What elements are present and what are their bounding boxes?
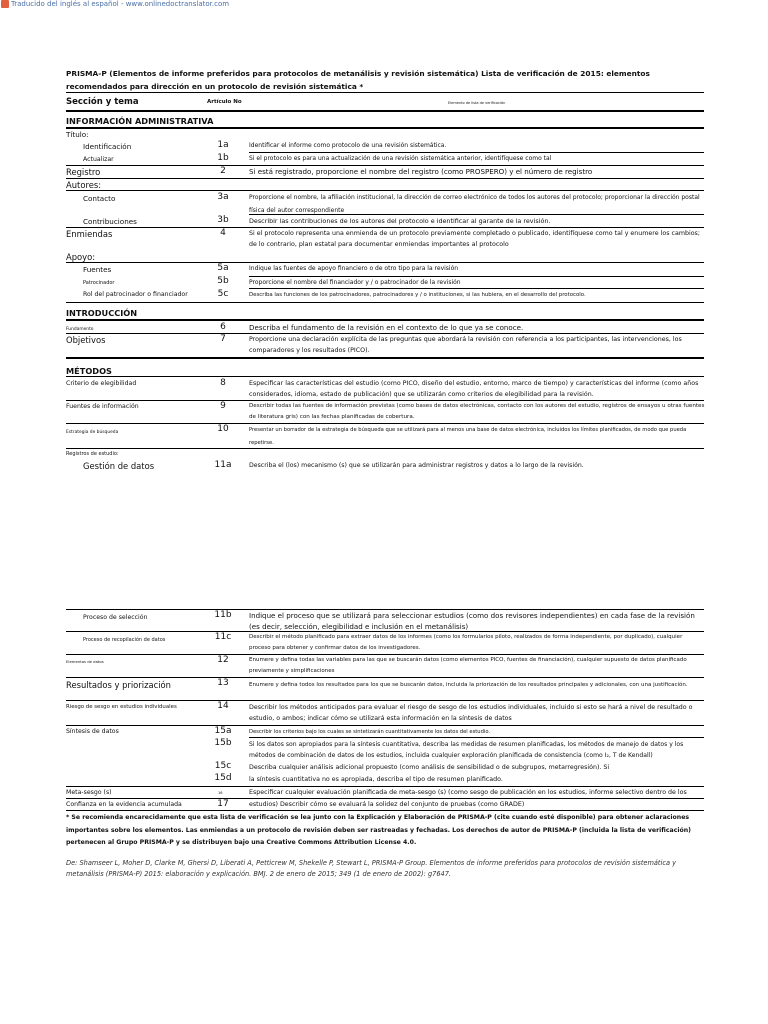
- header-section: Sección y tema: [66, 97, 139, 107]
- row-description: Indique el proceso que se utilizará para seleccionar estudios (como dos revisores independientes) en cada fase de la revisión (es decir, selección, elegibilidad e inclusión en el metanálisis): [249, 611, 695, 631]
- row-description: la síntesis cuantitativa no es apropiada, describa el tipo de resumen planificado.: [249, 776, 503, 783]
- group-label-titulo: Título:: [66, 130, 89, 139]
- row-label: Patrocinador: [83, 280, 115, 286]
- row-description: Enumere y defina todas las variables para las que se buscarán datos (como elementos PICO, fuentes de financiación), cualquier supuesto de datos planificado previamente y simplificaciones: [249, 657, 687, 674]
- row-description: Describir los criterios bajo los cuales se sintetizarán cuantitativamente los datos del estudio.: [249, 729, 491, 735]
- row-label: Contacto: [83, 194, 116, 203]
- group-label-registros: Registros de estudio:: [66, 451, 119, 457]
- row-label: Rol del patrocinador o financiador: [83, 291, 188, 298]
- row-label: Proceso de recopilación de datos: [83, 637, 166, 643]
- row-label: Riesgo de sesgo en estudios individuales: [66, 704, 177, 710]
- section-rule: [66, 376, 704, 377]
- row-label: Meta-sesgo (s): [66, 789, 112, 796]
- section-rule: [66, 319, 704, 321]
- section-admin: INFORMACIÓN ADMINISTRATIVA: [66, 116, 214, 126]
- row-number: 4: [220, 228, 226, 238]
- row-label: Elementos de datos: [66, 659, 104, 664]
- row-number: 14: [217, 701, 229, 711]
- row-label: Registro: [66, 167, 101, 177]
- row-label: Enmiendas: [66, 229, 113, 239]
- row-number: 15d: [214, 773, 232, 783]
- row-number: 11b: [214, 610, 232, 620]
- row-number: 9: [220, 401, 226, 411]
- row-number: 1b: [217, 153, 229, 163]
- row-label: Fuentes de información: [66, 403, 139, 410]
- translation-banner[interactable]: [1, 0, 229, 8]
- row-number: 3b: [217, 215, 229, 225]
- banner-text[interactable]: Traducido del inglés al español - www.onlinedoctranslator.com: [11, 0, 230, 8]
- row-description: Describa las funciones de los patrocinadores, patrocinadores y / o instituciones, si las hubiera, en el desarrollo del protocolo.: [249, 292, 586, 298]
- row-description: Describir las contribuciones de los autores del protocolo e identificar al garante de la revisión.: [249, 217, 551, 225]
- row-description: Describa cualquier análisis adicional propuesto (como análisis de sensibilidad o de subgrupos, metarregresión). Si: [249, 764, 610, 771]
- section-metodos: MÉTODOS: [66, 366, 112, 376]
- row-label: Contribuciones: [83, 217, 137, 226]
- row-label: Resultados y priorización: [66, 680, 171, 690]
- row-number: 5c: [217, 289, 229, 299]
- row-number: 15c: [214, 761, 232, 771]
- row-description: Enumere y defina todos los resultados para los que se buscarán datos, incluida la priorización de los resultados principales y adicionales, con una justificación.: [249, 682, 688, 688]
- row-description: Si el protocolo representa una enmienda de un protocolo previamente completado o publicado, identifíquese como tal y enumere los cambios; de lo contrario, plan estatal para documentar enmiendas importantes al protocolo: [249, 230, 700, 248]
- row-description: Identificar el informe como protocolo de una revisión sistemática.: [249, 142, 447, 149]
- document-title: PRISMA-P (Elementos de informe preferidos para protocolos de metanálisis y revisión sistemática) Lista de verificación de 2015: elementos recomendados para dirección en un protocolo de revisión sistemática *: [66, 69, 650, 91]
- row-description: Especificar las características del estudio (como PICO, diseño del estudio, entorno, marco de tiempo) y características del informe (como años considerados, idioma, estado de publicación) que se utilizarán como criterios de elegibilidad para la revisión.: [249, 380, 699, 398]
- row-number: 6: [220, 322, 226, 332]
- header-bottom-rule: [66, 110, 704, 112]
- row-label: Confianza en la evidencia acumulada: [66, 801, 182, 808]
- row-description: Si el protocolo es para una actualización de una revisión sistemática anterior, identifíquese como tal: [249, 155, 552, 162]
- row-number: 11a: [214, 460, 232, 470]
- row-description: Presentar un borrador de la estrategia de búsqueda que se utilizará para al menos una base de datos electrónica, incluidos los límites planificados, de modo que pueda repetirse.: [249, 427, 687, 446]
- row-label: Criterio de elegibilidad: [66, 380, 137, 387]
- row-number: 11c: [214, 632, 232, 642]
- row-description: Proporcione el nombre del financiador y / o patrocinador de la revisión: [249, 279, 461, 286]
- row-number: 5a: [217, 263, 229, 273]
- row-number: 16: [218, 791, 223, 795]
- row-rule: [66, 178, 704, 179]
- row-description: Proporcione una declaración explícita de las preguntas que abordará la revisión con referencia a los participantes, las intervenciones, los comparadores y los resultados (PICO).: [249, 336, 682, 354]
- row-number: 12: [217, 655, 229, 665]
- row-description: Si está registrado, proporcione el nombre del registro (como PROSPERO) y el número de registro: [249, 167, 593, 176]
- row-number: 13: [217, 678, 229, 688]
- header-top-rule: [66, 92, 704, 93]
- row-description: Si los datos son apropiados para la síntesis cuantitativa, describa las medidas de resumen planificadas, los métodos de manejo de datos y los métodos de combinación de datos de los estudios, incluida cualquier exploración planificada de consistencia (como I₂, T de Kendall): [249, 741, 684, 759]
- row-rule: [66, 700, 704, 701]
- row-description: Describa el (los) mecanismo (s) que se utilizarán para administrar registros y datos a lo largo de la revisión.: [249, 462, 584, 469]
- row-label: Proceso de selección: [83, 614, 148, 621]
- row-number: 7: [220, 334, 226, 344]
- row-rule: [66, 609, 704, 610]
- row-number: 8: [220, 378, 226, 388]
- section-rule: [66, 357, 704, 359]
- footnote: * Se recomienda encarecidamente que esta lista de verificación se lea junto con la Explicación y Elaboración de PRISMA-P (cite cuando esté disponible) para obtener aclaraciones importantes sobre los elementos. Las enmiendas a un protocolo de revisión deben ser rastreadas y fechadas. Los derechos de autor de PRISMA-P (incluida la lista de verificación) pertenecen al Grupo PRISMA-P y se distribuyen bajo una Creative Commons Attribution License 4.0.: [66, 814, 692, 846]
- row-rule: [66, 190, 704, 191]
- row-label: Estrategia de búsqueda: [66, 430, 119, 435]
- row-number: 1a: [217, 140, 229, 150]
- row-label: Actualizar: [83, 156, 114, 163]
- row-number: 15b: [214, 738, 232, 748]
- group-label-autores: Autores:: [66, 180, 102, 190]
- row-description: estudios) Describir cómo se evaluará la solidez del conjunto de pruebas (como GRADE): [249, 801, 525, 808]
- row-description: Describir los métodos anticipados para evaluar el riesgo de sesgo de los estudios individuales, incluido si esto se hará a nivel de resultado o estudio, o ambos; indicar cómo se utilizará esta información en la síntesis de datos: [249, 704, 693, 722]
- citation: De: Shamseer L, Moher D, Clarke M, Ghersi D, Liberati A, Petticrew M, Shekelle P, Stewart L, PRISMA-P Group. Elementos de informe preferidos para protocolos de revisión sistemática y metanálisis (PRISMA-P) 2015: elaboración y explicación. BMJ. 2 de enero de 2015; 349 (1 de enero de 2002): g7647.: [66, 859, 677, 878]
- row-rule: [66, 302, 704, 303]
- row-label: Gestión de datos: [83, 461, 155, 471]
- row-description: Especificar cualquier evaluación planificada de meta-sesgo (s) (como sesgo de publicación en los estudios, informe selectivo dentro de los: [249, 789, 687, 796]
- header-checklist: Elemento de lista de verificación: [448, 101, 506, 105]
- translator-logo-icon: [1, 0, 9, 8]
- row-label: Síntesis de datos: [66, 728, 119, 735]
- row-label: Objetivos: [66, 335, 106, 345]
- row-number: 5b: [217, 276, 229, 286]
- row-label: Identificación: [83, 142, 132, 151]
- section-rule: [66, 127, 704, 129]
- row-rule: [66, 448, 704, 449]
- row-rule: [66, 165, 704, 166]
- row-description: Indique las fuentes de apoyo financiero o de otro tipo para la revisión: [249, 265, 459, 272]
- row-rule: [66, 810, 704, 811]
- row-description: Describir el método planificado para extraer datos de los informes (como los formularios piloto, realizados de forma independiente, por duplicado), cualquier proceso para obtener y confirmar datos de los investigadores.: [249, 634, 683, 651]
- row-description: Describa el fundamento de la revisión en el contexto de lo que ya se conoce.: [249, 323, 524, 332]
- row-number: 10: [217, 424, 229, 434]
- section-intro: INTRODUCCIÓN: [66, 308, 138, 318]
- row-number: 15a: [214, 726, 232, 736]
- row-rule: [249, 737, 704, 738]
- row-rule: [66, 677, 704, 678]
- row-description: Describir todas las fuentes de información previstas (como bases de datos electrónicas, contacto con los autores del estudio, registros de ensayos u otras fuentes de literatura gris) con las fechas planificadas de cobertura.: [249, 403, 705, 420]
- row-label: Fuentes: [83, 265, 112, 274]
- row-label: Fundamento: [66, 327, 94, 332]
- group-label-apoyo: Apoyo:: [66, 252, 96, 262]
- row-number: 17: [217, 799, 229, 809]
- row-number: 2: [220, 166, 226, 176]
- row-description: Proporcione el nombre, la afiliación institucional, la dirección de correo electrónico de todos los autores del protocolo; proporcionar la dirección postal física del autor correspondiente: [249, 194, 700, 214]
- row-number: 3a: [217, 192, 229, 202]
- header-item: Artículo No: [207, 99, 242, 105]
